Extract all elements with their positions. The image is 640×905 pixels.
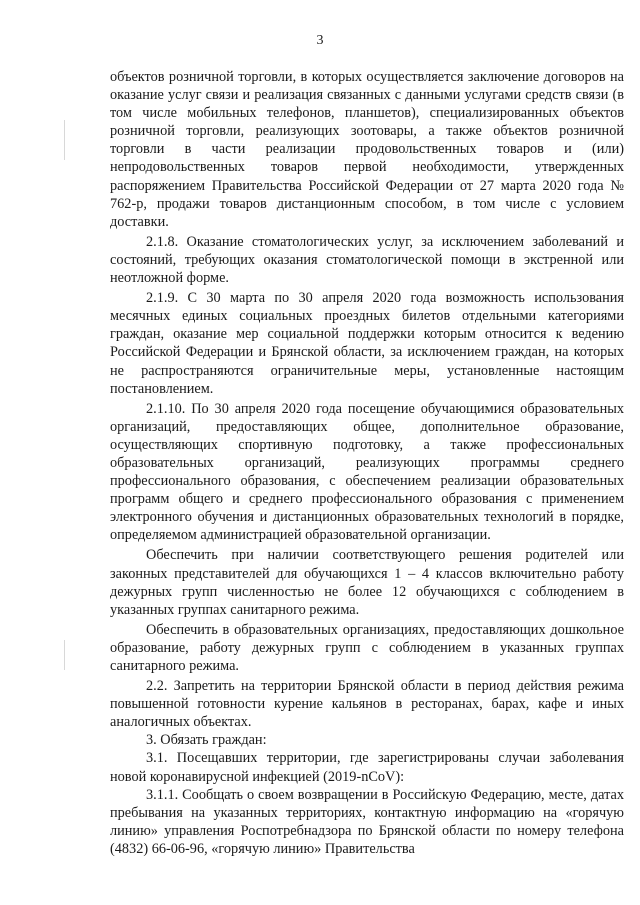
paragraph-continuation: объектов розничной торговли, в которых осуществляется заключение договоров на оказание услуг связи и реализация связанных с данными услугами средств связи (в том числе мобильных телефонов, планшетов), специализированных объектов розничной торговли, реализующих зоотовары, а также объектов розничной торговли в части реализации продовольственных товаров и (или) непродовольственных товаров первой необходимости, утвержденных распоряжением Правительства Российской Федерации от 27 марта 2020 года № 762-р, продажи товаров дистанционным способом, в том числе с условием доставки. [110, 69, 624, 230]
paragraph-3-1-1: 3.1.1. Сообщать о своем возвращении в Российскую Федерацию, месте, датах пребывания на указанных территориях, контактную информацию на «горячую линию» управления Роспотребнадзора по Брянской области по номеру телефона (4832) 66-06-96, «горячую линию» Правительства [110, 786, 624, 857]
paragraph-3: 3. Обязать граждан: [146, 732, 267, 749]
paragraph-3-1: 3.1. Посещавших территории, где зарегистрированы случаи заболевания новой коронавирусной инфекцией (2019-nCoV): [110, 750, 624, 785]
paragraph-2-1-8: 2.1.8. Оказание стоматологических услуг, за исключением заболеваний и состояний, требующих оказания стоматологической помощи в экстренной или неотложной форме. [110, 233, 624, 287]
scan-edge-mark [64, 120, 65, 160]
paragraph-2-1-9: 2.1.9. С 30 марта по 30 апреля 2020 года возможность использования месячных единых социальных проездных билетов отдельными категориями граждан, оказание мер социальной поддержки которым относится к ведению Российской Федерации и Брянской области, за исключением граждан, на которых не распространяются ограничительные меры, установленные настоящим постановлением. [110, 290, 624, 397]
page-number: 3 [316, 33, 324, 48]
document-body [110, 68, 624, 858]
paragraph-2-1-10: 2.1.10. По 30 апреля 2020 года посещение обучающимися образовательных организаций, предоставляющих общее, дополнительное образование, осуществляющих спортивную подготовку, а также профессиональных образовательных организаций, реализующих программы среднего профессионального образования, с обеспечением реализации образовательных программ общего и среднего профессионального образования с применением электронного обучения и дистанционных образовательных технологий в порядке, определяемом администрацией образовательной организации. [110, 400, 624, 544]
paragraph-2-2: 2.2. Запретить на территории Брянской области в период действия режима повышенной готовности курение кальянов в ресторанах, барах, кафе и иных аналогичных объектах. [110, 678, 624, 731]
scan-edge-mark [64, 640, 65, 670]
paragraph-duty-groups-preschool: Обеспечить в образовательных организациях, предоставляющих дошкольное образование, работу дежурных групп с соблюдением в указанных группах санитарного режима. [110, 621, 624, 674]
paragraph-duty-groups-schools: Обеспечить при наличии соответствующего решения родителей или законных представителей для обучающихся 1 – 4 классов включительно работу дежурных групп численностью не более 12 обучающихся с соблюдением в указанных группах санитарного режима. [110, 547, 624, 618]
